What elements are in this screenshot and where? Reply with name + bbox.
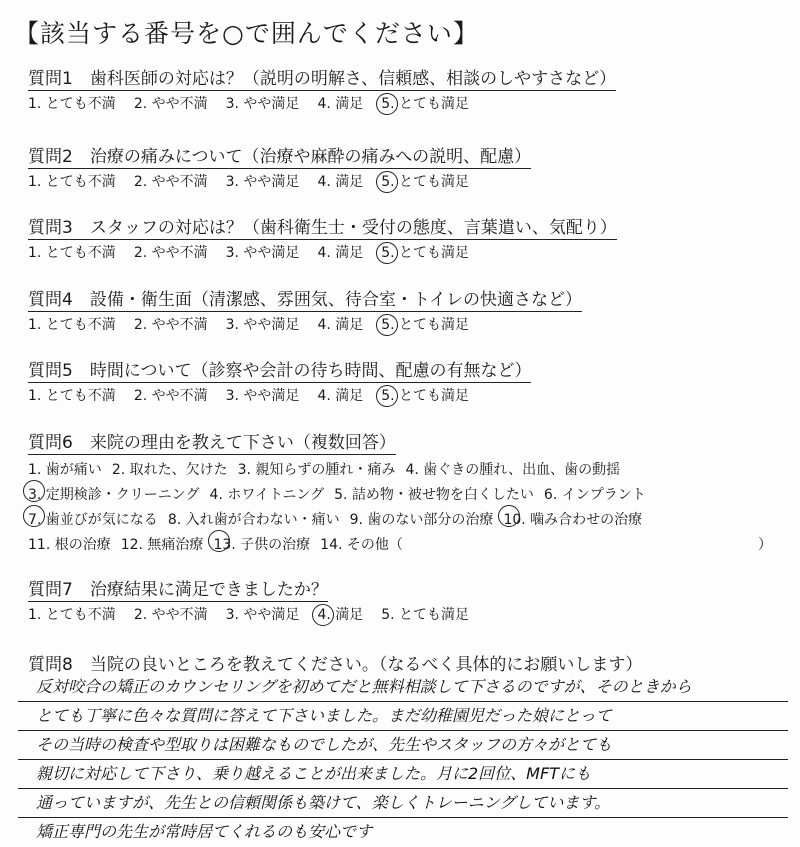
question-6-row bbox=[28, 533, 778, 558]
question-6 bbox=[28, 428, 772, 558]
option-number: 2. bbox=[133, 388, 148, 404]
option-4[interactable]: 4. 満足 bbox=[317, 96, 364, 112]
option-5[interactable]: 5. とても満足 bbox=[381, 388, 470, 404]
option-number: 5. bbox=[381, 245, 395, 261]
question-6-option[interactable]: 2. 取れた、欠けた bbox=[112, 458, 228, 483]
option-number: 5. bbox=[334, 487, 348, 503]
question-3 bbox=[28, 213, 768, 262]
option-number: 4. bbox=[317, 245, 331, 261]
option-number: 7. bbox=[28, 508, 41, 533]
option-number: 3. bbox=[225, 245, 239, 261]
option-number: 1. bbox=[28, 174, 42, 190]
option-3[interactable]: 3. やや満足 bbox=[225, 96, 300, 112]
option-5[interactable]: 5. とても満足 bbox=[381, 317, 470, 333]
option-2[interactable]: 2. やや不満 bbox=[133, 317, 208, 333]
option-number: 1. bbox=[28, 388, 42, 404]
option-number: 5. bbox=[381, 317, 395, 333]
option-number: 1. bbox=[28, 607, 42, 623]
question-2-label: 質問2 治療の痛みについて（治療や麻酔の痛みへの説明、配慮） bbox=[28, 142, 531, 169]
option-1[interactable]: 1. とても不満 bbox=[28, 317, 116, 333]
question-8-answer bbox=[18, 673, 788, 847]
question-7 bbox=[28, 575, 768, 624]
question-6-option[interactable]: 10. 噛み合わせの治療 bbox=[503, 508, 642, 533]
option-4[interactable]: 4. 満足 bbox=[317, 317, 364, 333]
question-6-option[interactable]: 3. 親知らずの腫れ・痛み bbox=[238, 458, 396, 483]
option-number: 2. bbox=[111, 462, 126, 478]
option-number: 2. bbox=[133, 96, 148, 112]
option-5[interactable]: 5. とても満足 bbox=[381, 607, 470, 623]
option-3[interactable]: 3. やや満足 bbox=[225, 317, 300, 333]
option-number: 3. bbox=[28, 483, 41, 508]
option-3[interactable]: 3. やや満足 bbox=[225, 174, 300, 190]
option-number: 3. bbox=[237, 462, 251, 478]
option-4[interactable]: 4. 満足 bbox=[317, 607, 364, 623]
question-6-option[interactable]: 14. その他（ bbox=[320, 533, 403, 558]
question-1 bbox=[28, 64, 768, 113]
question-6-option[interactable]: 4. 歯ぐきの腫れ、出血、歯の動揺 bbox=[405, 458, 620, 483]
option-number: 5. bbox=[381, 96, 395, 112]
option-number: 5. bbox=[381, 388, 395, 404]
question-6-option[interactable]: 4. ホワイトニング bbox=[210, 483, 325, 508]
option-number: 3. bbox=[225, 388, 239, 404]
answer-line: その当時の検査や型取りは困難なものでしたが、先生やスタッフの方々がとても bbox=[18, 731, 788, 760]
option-number: 4. bbox=[317, 317, 331, 333]
question-6-options bbox=[28, 458, 778, 558]
option-number: 12. bbox=[120, 537, 143, 553]
option-number: 3. bbox=[225, 96, 239, 112]
option-number: 5. bbox=[381, 607, 395, 623]
option-4[interactable]: 4. 満足 bbox=[317, 174, 364, 190]
question-5-label: 質問5 時間について（診察や会計の待ち時間、配慮の有無など） bbox=[28, 356, 531, 383]
option-number: 4. bbox=[405, 462, 419, 478]
question-6-row bbox=[28, 458, 778, 483]
question-6-option[interactable]: 13. 子供の治療 bbox=[213, 533, 310, 558]
option-number: 1. bbox=[28, 245, 42, 261]
question-6-option[interactable]: 1. 歯が痛い bbox=[28, 458, 102, 483]
option-number: 1. bbox=[28, 96, 42, 112]
option-1[interactable]: 1. とても不満 bbox=[28, 174, 116, 190]
question-2-options bbox=[28, 171, 768, 191]
option-number: 4. bbox=[317, 174, 331, 190]
question-8-label: 質問8 当院の良いところを教えてください。（なるべく具体的にお願いします） bbox=[28, 655, 643, 675]
option-number: 10. bbox=[503, 508, 525, 533]
option-2[interactable]: 2. やや不満 bbox=[133, 388, 208, 404]
option-5[interactable]: 5. とても満足 bbox=[381, 245, 470, 261]
question-5 bbox=[28, 356, 768, 405]
option-number: 2. bbox=[133, 607, 148, 623]
question-6-option[interactable]: 3. 定期検診・クリーニング bbox=[28, 483, 200, 508]
question-6-option[interactable]: 8. 入れ歯が合わない・痛い bbox=[168, 508, 340, 533]
option-1[interactable]: 1. とても不満 bbox=[28, 245, 116, 261]
option-number: 4. bbox=[317, 607, 331, 623]
other-close-paren: ） bbox=[758, 537, 772, 553]
question-1-label: 質問1 歯科医師の対応は？（説明の明解さ、信頼感、相談のしやすさなど） bbox=[28, 64, 616, 91]
question-6-option[interactable]: 9. 歯のない部分の治療 bbox=[350, 508, 494, 533]
option-number: 11. bbox=[28, 537, 51, 553]
option-5[interactable]: 5. とても満足 bbox=[381, 96, 470, 112]
question-4-label: 質問4 設備・衛生面（清潔感、雰囲気、待合室・トイレの快適さなど） bbox=[28, 285, 582, 312]
question-3-options bbox=[28, 242, 768, 262]
option-5[interactable]: 5. とても満足 bbox=[381, 174, 470, 190]
option-2[interactable]: 2. やや不満 bbox=[133, 96, 208, 112]
question-6-option[interactable]: 5. 詰め物・被せ物を白くしたい bbox=[334, 483, 534, 508]
option-1[interactable]: 1. とても不満 bbox=[28, 607, 116, 623]
option-number: 5. bbox=[381, 174, 395, 190]
option-1[interactable]: 1. とても不満 bbox=[28, 388, 116, 404]
answer-line: とても丁寧に色々な質問に答えて下さいました。まだ幼稚園児だった娘にとって bbox=[18, 702, 788, 731]
option-number: 1. bbox=[28, 462, 42, 478]
option-number: 2. bbox=[133, 174, 148, 190]
question-6-row bbox=[28, 483, 778, 508]
option-3[interactable]: 3. やや満足 bbox=[225, 245, 300, 261]
option-1[interactable]: 1. とても不満 bbox=[28, 96, 116, 112]
option-number: 2. bbox=[133, 317, 148, 333]
option-2[interactable]: 2. やや不満 bbox=[133, 607, 208, 623]
option-number: 13. bbox=[213, 533, 235, 558]
answer-line: 反対咬合の矯正のカウンセリングを初めてだと無料相談して下さるのですが、そのときから bbox=[18, 673, 788, 702]
question-7-options bbox=[28, 604, 768, 624]
question-5-options bbox=[28, 385, 768, 405]
question-2 bbox=[28, 142, 768, 191]
option-number: 3. bbox=[225, 317, 239, 333]
option-2[interactable]: 2. やや不満 bbox=[133, 174, 208, 190]
option-number: 9. bbox=[349, 512, 363, 528]
option-number: 4. bbox=[209, 487, 223, 503]
option-4[interactable]: 4. 満足 bbox=[317, 245, 364, 261]
question-6-row bbox=[28, 508, 778, 533]
option-number: 1. bbox=[28, 317, 42, 333]
option-number: 4. bbox=[317, 96, 331, 112]
option-number: 6. bbox=[543, 487, 558, 503]
page-title: 【該当する番号を○で囲んでください】 bbox=[14, 19, 479, 48]
question-6-option[interactable]: 11. 根の治療 bbox=[28, 533, 111, 558]
answer-line: 親切に対応して下さり、乗り越えることが出来ました。月に2回位、MFTにも bbox=[18, 760, 788, 789]
question-6-option[interactable]: 12. 無痛治療 bbox=[121, 533, 204, 558]
option-number: 3. bbox=[225, 607, 239, 623]
option-3[interactable]: 3. やや満足 bbox=[225, 388, 300, 404]
option-number: 4. bbox=[317, 388, 331, 404]
option-2[interactable]: 2. やや不満 bbox=[133, 245, 208, 261]
option-3[interactable]: 3. やや満足 bbox=[225, 607, 300, 623]
option-number: 3. bbox=[225, 174, 239, 190]
option-number: 2. bbox=[133, 245, 148, 261]
question-1-options bbox=[28, 93, 768, 113]
question-6-option[interactable]: 7. 歯並びが気になる bbox=[28, 508, 158, 533]
question-6-label: 質問6 来院の理由を教えて下さい（複数回答） bbox=[28, 428, 396, 455]
question-3-label: 質問3 スタッフの対応は？（歯科衛生士・受付の態度、言葉遣い、気配り） bbox=[28, 213, 617, 240]
answer-line: 矯正専門の先生が常時居てくれるのも安心です bbox=[36, 822, 373, 841]
option-number: 14. bbox=[320, 537, 343, 553]
question-6-option[interactable]: 6. インプラント bbox=[544, 483, 646, 508]
question-4 bbox=[28, 285, 768, 334]
question-4-options bbox=[28, 314, 768, 334]
answer-line: 通っていますが、先生との信頼関係も築けて、楽しくトレーニングしています。 bbox=[18, 789, 788, 818]
question-7-label: 質問7 治療結果に満足できましたか？ bbox=[28, 575, 328, 602]
option-number: 8. bbox=[167, 512, 182, 528]
option-4[interactable]: 4. 満足 bbox=[317, 388, 364, 404]
